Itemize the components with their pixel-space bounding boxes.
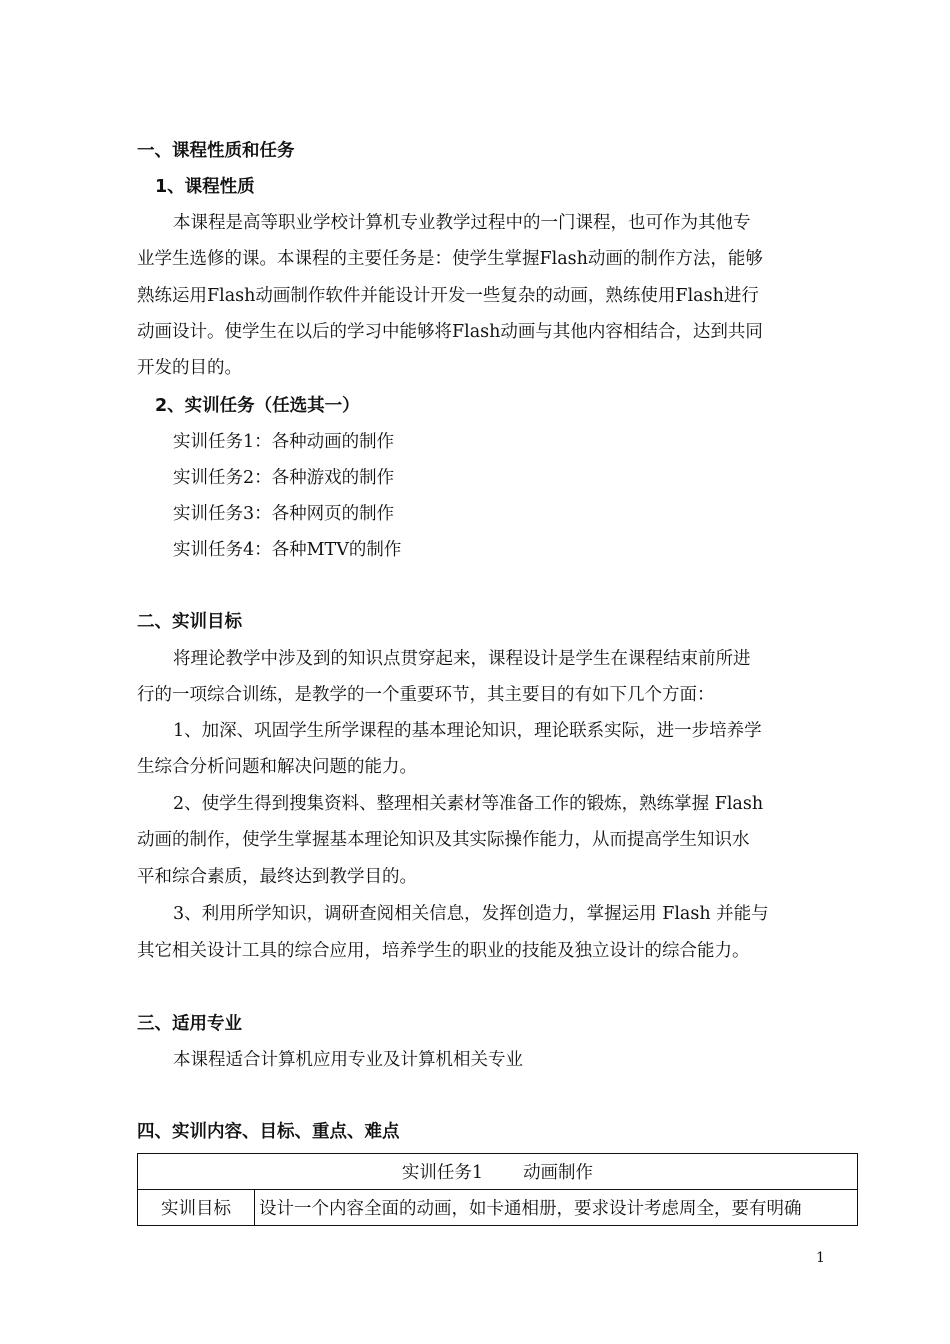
section1-sub1-heading: 1、课程性质 <box>155 177 255 197</box>
paragraph-line: 平和综合素质，最终达到教学目的。 <box>137 867 417 887</box>
section4-heading: 四、实训内容、目标、重点、难点 <box>137 1122 400 1142</box>
paragraph-line: 生综合分析问题和解决问题的能力。 <box>137 757 417 777</box>
paragraph-line: 其它相关设计工具的综合应用，培养学生的职业的技能及独立设计的综合能力。 <box>137 941 750 961</box>
section2-heading: 二、实训目标 <box>137 612 242 632</box>
paragraph-line: 本课程是高等职业学校计算机专业教学过程中的一门课程，也可作为其他专 <box>173 213 751 233</box>
paragraph-line: 开发的目的。 <box>137 358 242 378</box>
table-title-left: 实训任务1 <box>401 1163 484 1183</box>
paragraph-line: 3、利用所学知识，调研查阅相关信息，发挥创造力，掌握运用 Flash 并能与 <box>173 904 769 924</box>
task-table <box>137 1153 858 1226</box>
task-item: 实训任务2：各种游戏的制作 <box>173 468 395 488</box>
task-item: 实训任务4：各种MTV的制作 <box>173 540 402 560</box>
paragraph-line: 熟练运用Flash动画制作软件并能设计开发一些复杂的动画，熟练使用Flash进行 <box>137 286 759 306</box>
table-title-right: 动画制作 <box>523 1163 594 1183</box>
table-title-cell <box>138 1154 858 1190</box>
paragraph-line: 将理论教学中涉及到的知识点贯穿起来，课程设计是学生在课程结束前所进 <box>173 649 751 669</box>
paragraph-line: 2、使学生得到搜集资料、整理相关素材等准备工作的锻炼，熟练掌握 Flash <box>173 794 764 814</box>
paragraph-line: 业学生选修的课。本课程的主要任务是：使学生掌握Flash动画的制作方法，能够 <box>137 249 763 269</box>
table-row-label: 实训目标 <box>138 1190 255 1226</box>
paragraph-line: 行的一项综合训练，是教学的一个重要环节，其主要目的有如下几个方面： <box>137 685 715 705</box>
paragraph-line: 动画的制作，使学生掌握基本理论知识及其实际操作能力，从而提高学生知识水 <box>137 830 750 850</box>
table-row-content: 设计一个内容全面的动画，如卡通相册，要求设计考虑周全，要有明确 <box>255 1190 858 1226</box>
section3-heading: 三、适用专业 <box>137 1014 242 1034</box>
paragraph-line: 1、加深、巩固学生所学课程的基本理论知识，理论联系实际，进一步培养学 <box>173 721 762 741</box>
paragraph-line: 本课程适合计算机应用专业及计算机相关专业 <box>173 1050 523 1070</box>
paragraph-line: 动画设计。使学生在以后的学习中能够将Flash动画与其他内容相结合，达到共同 <box>137 322 763 342</box>
section1-sub2-heading: 2、实训任务（任选其一） <box>155 396 360 416</box>
task-item: 实训任务1：各种动画的制作 <box>173 432 395 452</box>
section1-heading: 一、课程性质和任务 <box>137 141 295 161</box>
page-number: 1 <box>816 1250 825 1266</box>
task-item: 实训任务3：各种网页的制作 <box>173 504 395 524</box>
